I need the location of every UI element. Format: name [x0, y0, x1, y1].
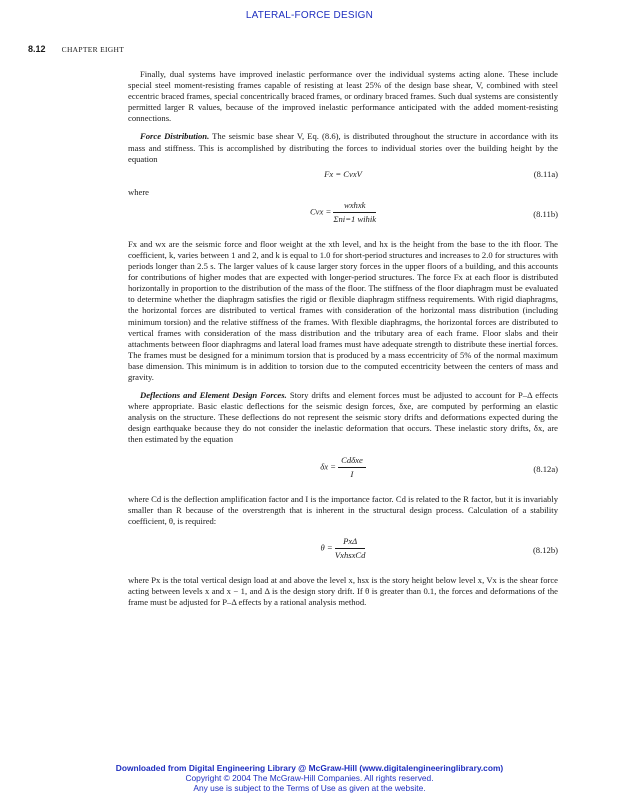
- footer-copyright-line: Copyright © 2004 The McGraw-Hill Companies. All rights reserved.: [185, 773, 434, 783]
- equation-lhs: θ =: [320, 542, 333, 553]
- equation-8-11a: [128, 165, 558, 187]
- footer-download-line[interactable]: Downloaded from Digital Engineering Library @ McGraw-Hill (www.digitalengineeringlibrary.com): [115, 763, 504, 773]
- paragraph-dual-systems: Finally, dual systems have improved inelastic performance over the individual systems acting alone. These include special steel moment-resisting frames capable of resisting at least 25% of the design base shear, V, combined with steel eccentric braced frames, special concentrically braced frames, or ordinary braced frames. Such dual systems are consistently permitted larger R values, because of the improved inelastic performance anticipated with the added moment-resisting connections.: [128, 69, 558, 124]
- paragraph-amplification-factor: where Cd is the deflection amplification factor and I is the importance factor. Cd is related to the R factor, but it is invariably smaller than R because of the overstrength that is inherent in the structural design process. Calculation of a stability coefficient, θ, is required:: [128, 493, 558, 526]
- page-heading: [28, 44, 124, 54]
- where-label: where: [128, 186, 149, 197]
- paragraph-force-coefficients: Fx and wx are the seismic force and floor weight at the xth level, and hx is the height from the base to the ith floor. The coefficient, k, varies between 1 and 2, and k is equal to 1.0 for short-period structures and increases to 2.0 for structures with periods longer than 2.5 s. The larger values of k cause larger story forces in the upper floors of a building, and this accounts for contributions of higher modes that are expected with longer-period structures. The force Fx at each floor is distributed horizontally in proportion to the distribution of the mass of the floor. The stiffness of the floor diaphragm must be evaluated to determine whether the diaphragm satisfies the rigid or flexible diaphragm stiffness requirements. With rigid diaphragms, the horizontal forces are distributed to vertical frames with consideration of the horizontal mass distribution (including minimum torsion) and the relative stiffness of the frames. With flexible diaphragms, the horizontal forces are distributed to vertical frames with consideration of the mass distribution and the tributary area of each frame. Floor slabs and their attachments between floor diaphragms and lateral load frames must have adequate strength to distribute these inertial forces. The frames must be designed for a minimum torsion that is produced by a mass eccentricity of 5% of the normal maximum base dimension. This minimum is in addition to torsion due to the computed eccentricity between the centers of mass and gravity.: [128, 238, 558, 382]
- page-number: 8.12: [28, 44, 46, 54]
- paragraph-stability-coefficient: where Px is the total vertical design load at and above the level x, hsx is the story height below level x, Vx is the shear force acting between levels x and x − 1, and Δ is the design story drift. If θ is greater than 0.1, the forces and deformations of the frame must be adjusted for P–Δ effects by a rational analysis method.: [128, 574, 558, 607]
- equation-lhs: δx =: [320, 461, 336, 472]
- paragraph-deflections: [128, 390, 558, 445]
- equation-8-12b: [128, 534, 558, 568]
- running-header: LATERAL-FORCE DESIGN: [245, 10, 374, 21]
- equation-expression: Fx = CvxV: [324, 168, 362, 179]
- section-heading-force-distribution: Force Distribution.: [140, 131, 210, 142]
- fraction-denominator: VxhsxCd: [334, 549, 366, 560]
- equation-fraction: [333, 200, 376, 225]
- footer-terms-line[interactable]: Any use is subject to the Terms of Use as given at the website.: [193, 783, 426, 793]
- paragraph-force-distribution: [128, 131, 558, 164]
- fraction-numerator: PxΔ: [335, 536, 366, 549]
- fraction-denominator: I: [350, 468, 354, 479]
- equation-expression: [128, 536, 558, 561]
- equation-fraction: [338, 455, 366, 480]
- fraction-denominator: Σni=1 wihik: [333, 213, 377, 224]
- equation-8-12a: [128, 453, 558, 487]
- equation-number: (8.12a): [533, 463, 558, 474]
- page-body: [128, 69, 558, 608]
- equation-8-11b: [128, 198, 558, 232]
- equation-number: (8.11b): [533, 208, 558, 219]
- equation-expression: [128, 455, 558, 480]
- fraction-numerator: Cdδxe: [338, 455, 366, 468]
- download-footer: [0, 763, 619, 793]
- equation-expression: [128, 200, 558, 225]
- section-heading-deflections: Deflections and Element Design Forces.: [140, 390, 287, 401]
- equation-lhs: Cvx =: [309, 206, 332, 217]
- paragraph-text: The seismic base shear V, Eq. (8.6), is distributed throughout the structure in accordance with its mass and stiffness. This is accomplished by distributing the forces to individual stories over the building height by the equation: [128, 131, 558, 164]
- chapter-label: CHAPTER EIGHT: [61, 45, 125, 54]
- paragraph-text: Story drifts and element forces must be adjusted to account for P–Δ effects where appropriate. Basic elastic deflections for the seismic design forces, δxe, are computed by performing an elastic analysis on the structure. These deflections do not represent the seismic story drifts and deformations expected during the design earthquake because they do not consider the inelastic deformation that occurs. These inelastic story drifts, δx, are then estimated by the equation: [128, 390, 558, 445]
- equation-fraction: [335, 536, 366, 561]
- equation-number: (8.12b): [532, 544, 558, 555]
- fraction-numerator: wxhxk: [333, 200, 376, 213]
- equation-number: (8.11a): [533, 168, 558, 179]
